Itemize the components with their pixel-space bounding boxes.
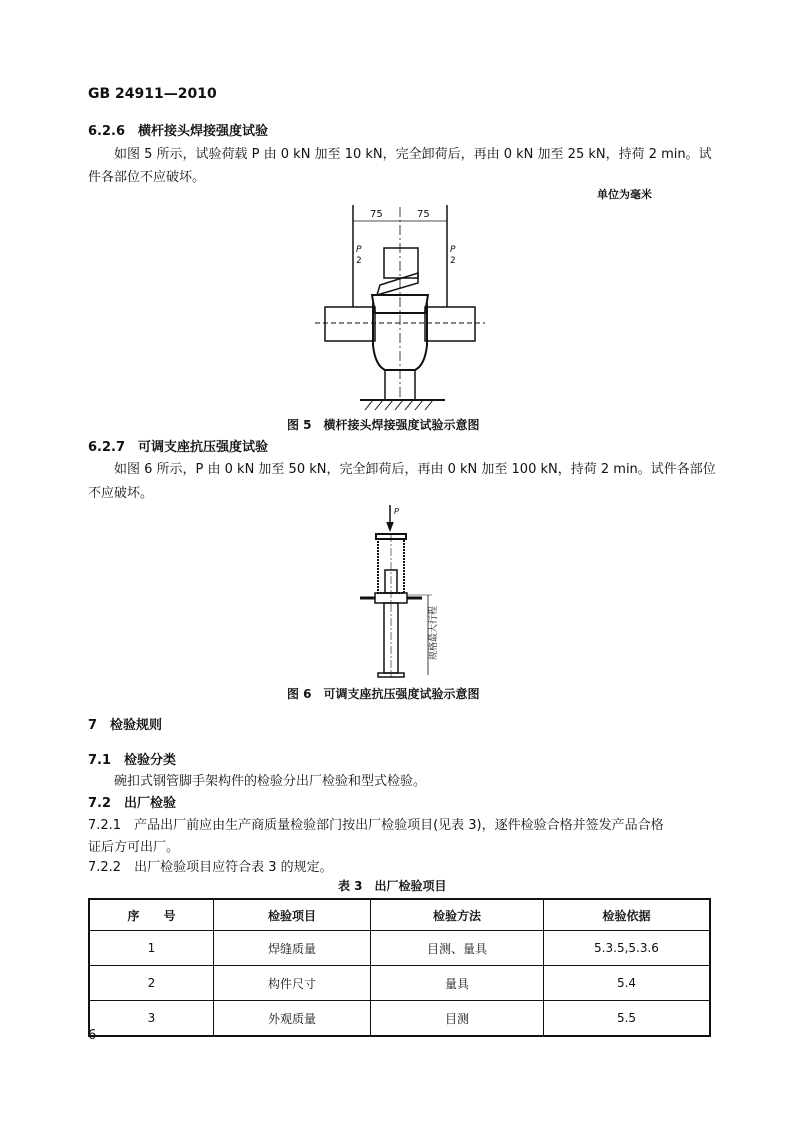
paragraph-line: 7.2.1 产品出厂前应由生产商质量检验部门按出厂检验项目(见表 3)，逐件检验合格并签发产品合格 xyxy=(88,818,664,833)
dimension-left: 75 xyxy=(370,209,383,220)
standard-number: GB 24911—2010 xyxy=(88,86,217,102)
table-3 xyxy=(88,898,711,1037)
page-number: 6 xyxy=(88,1028,97,1043)
svg-text:2: 2 xyxy=(450,256,456,266)
section-7-2-heading: 7.2 出厂检验 xyxy=(88,796,177,811)
figure-5-drawing xyxy=(300,195,500,415)
paragraph-line: 证后方可出厂。 xyxy=(88,840,180,855)
paragraph-line: 件各部位不应破坏。 xyxy=(88,170,206,185)
paragraph-line: 7.2.2 出厂检验项目应符合表 3 的规定。 xyxy=(88,860,333,875)
unit-note: 单位为毫米 xyxy=(597,188,652,201)
paragraph-line: 如图 5 所示，试验荷载 P 由 0 kN 加至 10 kN，完全卸荷后，再由 0 kN 加至 25 kN，持荷 2 min。试 xyxy=(114,147,712,162)
table-3-caption: 表 3 出厂检验项目 xyxy=(338,879,447,893)
section-6-2-6-heading: 6.2.6 横杆接头焊接强度试验 xyxy=(88,124,269,139)
table-row: 3 外观质量 目测 5.5 xyxy=(89,1001,710,1037)
table-row: 2 构件尺寸 量具 5.4 xyxy=(89,966,710,1001)
stroke-range-label: 规格最大行程 xyxy=(429,605,439,660)
paragraph-line: 如图 6 所示，P 由 0 kN 加至 50 kN，完全卸荷后，再由 0 kN 加至 100 kN，持荷 2 min。试件各部位 xyxy=(114,462,716,477)
paragraph-line: 碗扣式钢管脚手架构件的检验分出厂检验和型式检验。 xyxy=(114,774,427,789)
svg-text:2: 2 xyxy=(356,256,362,266)
svg-text:P: P xyxy=(450,245,456,255)
table-row: 1 焊缝质量 目测、量具 5.3.5,5.3.6 xyxy=(89,931,710,966)
figure-6-caption: 图 6 可调支座抗压强度试验示意图 xyxy=(287,687,480,701)
table-header-row: 序 号 检验项目 检验方法 检验依据 xyxy=(89,899,710,931)
section-7-heading: 7 检验规则 xyxy=(88,718,163,733)
paragraph-line: 不应破坏。 xyxy=(88,486,154,501)
svg-text:P: P xyxy=(394,507,399,516)
section-7-1-heading: 7.1 检验分类 xyxy=(88,753,177,768)
figure-6-drawing xyxy=(340,500,460,680)
svg-text:P: P xyxy=(356,245,362,255)
dimension-right: 75 xyxy=(417,209,430,220)
figure-5-caption: 图 5 横杆接头焊接强度试验示意图 xyxy=(287,418,480,432)
section-6-2-7-heading: 6.2.7 可调支座抗压强度试验 xyxy=(88,440,269,455)
